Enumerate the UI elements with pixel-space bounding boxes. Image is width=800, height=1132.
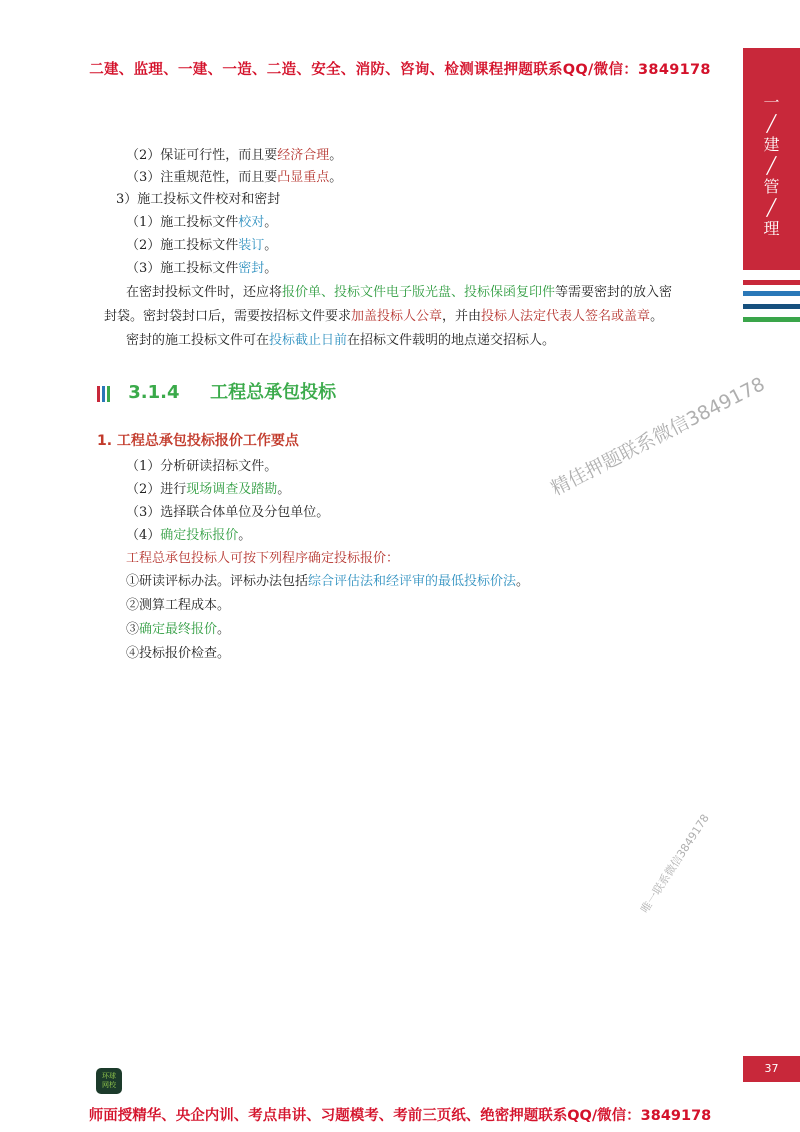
paragraph-line: （2）保证可行性，而且要经济合理。: [126, 148, 343, 163]
paragraph-line: 密封的施工投标文件可在投标截止日前在招标文件载明的地点递交招标人。: [126, 333, 556, 348]
section-title: 工程总承包投标: [210, 382, 337, 403]
paragraph-line: 封袋。密封袋封口后，需要按招标文件要求加盖投标人公章，并由投标人法定代表人签名或盖章。: [104, 309, 664, 324]
top-promo-banner: 二建、监理、一建、一造、二造、安全、消防、咨询、检测课程押题联系QQ/微信：3849178: [89, 62, 711, 78]
list-item: ②测算工程成本。: [126, 598, 231, 613]
paragraph-line: （3）施工投标文件密封。: [126, 261, 278, 276]
section-heading: [97, 378, 336, 404]
list-item: （1）分析研读招标文件。: [126, 459, 278, 474]
paragraph-line: （3）注重规范性，而且要凸显重点。: [126, 170, 343, 185]
list-item: ③确定最终报价。: [126, 622, 231, 637]
section-bars-icon: [97, 383, 112, 404]
list-note: 工程总承包投标人可按下列程序确定投标报价：: [126, 551, 400, 566]
brand-logo-icon: 环球 网校: [96, 1068, 122, 1094]
list-item: （2）进行现场调查及踏勘。: [126, 482, 291, 497]
list-item: ①研读评标办法。评标办法包括综合评估法和经评审的最低投标价法。: [126, 574, 530, 589]
watermark-text: 唯一联系微信3849178: [638, 811, 712, 916]
decor-stripe: [743, 317, 800, 322]
paragraph-line: 在密封投标文件时，还应将报价单、投标文件电子版光盘、投标保函复印件等需要密封的放入密: [126, 285, 673, 300]
side-tab-label: 一 ╱ 建 ╱ 管 ╱ 理: [763, 93, 780, 238]
bottom-promo-banner: 师面授精华、央企内训、考点串讲、习题模考、考前三页纸、绝密押题联系QQ/微信：3849178: [88, 1108, 712, 1124]
paragraph-line: 3）施工投标文件校对和密封: [116, 192, 281, 207]
decor-stripe: [743, 304, 800, 309]
list-item: （3）选择联合体单位及分包单位。: [126, 505, 330, 520]
decor-stripe: [743, 291, 800, 296]
decor-stripe: [743, 280, 800, 285]
watermark-text: 精佳押题联系微信3849178: [547, 373, 769, 501]
list-item: （4）确定投标报价。: [126, 528, 252, 543]
paragraph-line: （2）施工投标文件装订。: [126, 238, 278, 253]
chapter-side-tab: [743, 48, 800, 270]
page-number: 37: [743, 1056, 800, 1082]
section-number: 3.1.4: [128, 382, 180, 403]
subsection-heading: 1. 工程总承包投标报价工作要点: [97, 433, 299, 449]
list-item: ④投标报价检查。: [126, 646, 231, 661]
paragraph-line: （1）施工投标文件校对。: [126, 215, 278, 230]
